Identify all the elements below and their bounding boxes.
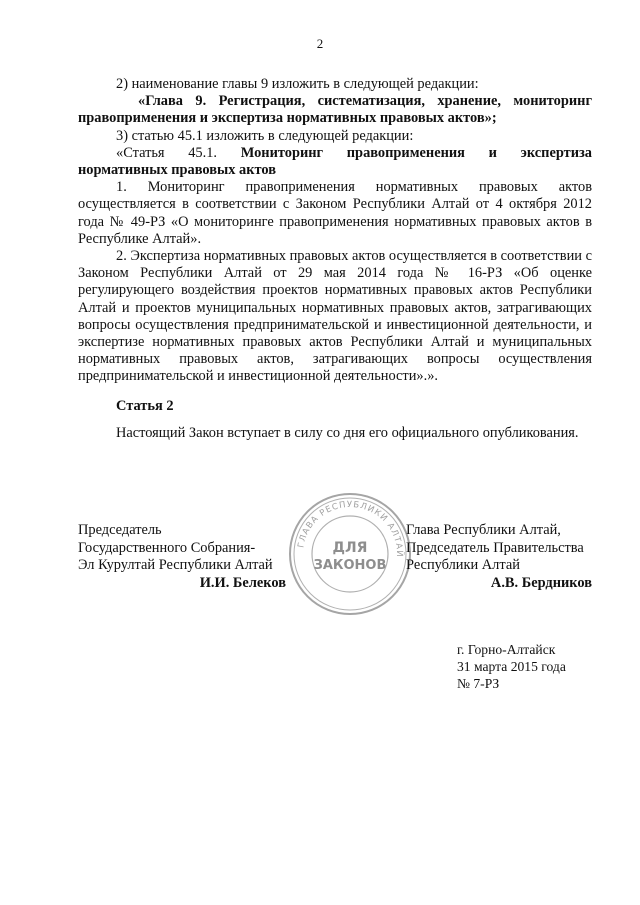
- official-seal-stamp: [286, 490, 414, 618]
- page-number: 2: [316, 36, 324, 51]
- paragraph-article-intro: 3) статью 45.1 изложить в следующей редакции:: [116, 127, 414, 144]
- chapter-9-quote: «Глава 9. Регистрация, систематизация, хранение, мониторинг правоприменения и экспертиза нормативных правовых актов»;: [78, 93, 592, 127]
- article-2-title: Статья 2: [116, 397, 174, 414]
- article-45-1-title-part1: Мониторинг правоприменения и экспертиза: [240, 144, 592, 161]
- signature-right-line3: Республики Алтай: [406, 557, 520, 574]
- signature-right-name: А.В. Бердников: [490, 574, 592, 591]
- article-2-text: Настоящий Закон вступает в силу со дня его официального опубликования.: [116, 424, 579, 441]
- footer-city: г. Горно-Алтайск: [457, 642, 556, 657]
- article-45-1-heading: [78, 145, 592, 162]
- footer-date: 31 марта 2015 года: [457, 659, 566, 674]
- signature-left-line1: Председатель: [78, 522, 162, 538]
- footer-number: № 7-РЗ: [457, 676, 500, 691]
- signature-left-line2: Государственного Собрания-: [78, 539, 256, 556]
- article-45-1-title-part2: нормативных правовых актов: [78, 162, 277, 179]
- signature-left-block: [78, 522, 288, 592]
- article-item-2: 2. Экспертиза нормативных правовых актов осуществляется в соответствии с Законом Республики Алтай от 29 мая 2014 года № 16-РЗ «Об оценке регулирующего воздействия проектов нормативных правовых актов Республики Алтай и проектов муниципальных нормативных правовых актов, затрагивающих вопросы осуществления предпринимательской и инвестиционной деятельности, и экспертизе нормативных правовых актов Республики Алтай и муниципальных нормативных правовых актов, затрагивающих вопросы осуществления предпринимательской и инвестиционной деятельности».».: [78, 248, 592, 385]
- article-item-1: 1. Мониторинг правоприменения нормативных правовых актов осуществляется в соответствии с Законом Республики Алтай от 4 октября 2012 года № 49-РЗ «О мониторинге правоприменения нормативных правовых актов в Республике Алтай».: [78, 179, 592, 247]
- signature-left-line3: Эл Курултай Республики Алтай: [78, 557, 273, 574]
- paragraph-chapter-intro: 2) наименование главы 9 изложить в следующей редакции:: [116, 76, 479, 92]
- signature-right-line1: Глава Республики Алтай,: [406, 522, 561, 538]
- article-45-1-prefix: «Статья 45.1.: [116, 144, 218, 161]
- seal-center-line2: ЗАКОНОВ: [313, 558, 387, 573]
- signature-right-block: [406, 522, 596, 592]
- seal-center-line1: ДЛЯ: [332, 540, 368, 556]
- signature-left-name: И.И. Белеков: [199, 574, 286, 591]
- seal-ring-text: ГЛАВА РЕСПУБЛИКИ АЛТАЙ: [296, 499, 405, 558]
- document-body: [78, 76, 592, 442]
- document-footer: [457, 641, 566, 692]
- signature-right-line2: Председатель Правительства: [406, 539, 584, 556]
